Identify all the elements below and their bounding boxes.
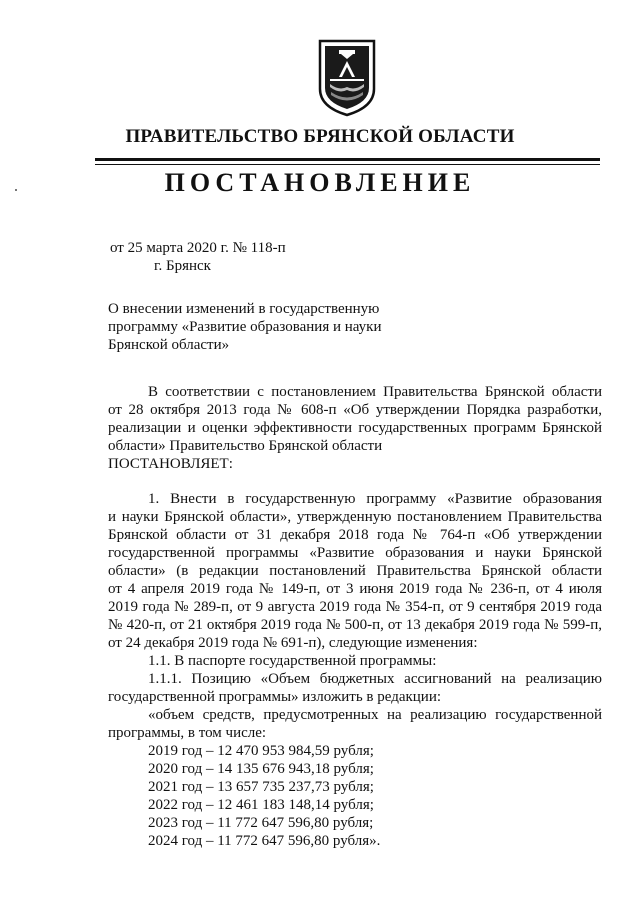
item-1-line: области» (в редакции постановлений Правительства Брянской области — [108, 563, 602, 579]
city: г. Брянск — [154, 258, 211, 274]
funding-year-line: 2021 год – 13 657 735 237,73 рубля; — [148, 779, 374, 795]
quote-line: программы, в том числе: — [108, 725, 267, 741]
item-1-line: от 4 апреля 2019 года № 149-п, от 3 июня 2019 года № 236-п, от 4 июля — [108, 581, 602, 597]
funding-year-line: 2019 год – 12 470 953 984,59 рубля; — [148, 743, 374, 759]
coat-of-arms-icon — [317, 37, 377, 117]
item-1-line: 2019 года № 289-п, от 9 августа 2019 года № 354-п, от 9 сентября 2019 года — [108, 599, 602, 615]
item-1-line: государственной программы «Развитие образования и науки Брянской — [108, 545, 602, 561]
subject-line: программу «Развитие образования и науки — [108, 319, 382, 335]
date-number: от 25 марта 2020 г. № 118-п — [110, 240, 286, 256]
funding-year-line: 2022 год – 12 461 183 148,14 рубля; — [148, 797, 374, 813]
preamble-line: области» Правительство Брянской области — [108, 438, 383, 454]
item-1-line: и науки Брянской области», утвержденную постановлением Правительства — [108, 509, 602, 525]
preamble-line: от 28 октября 2013 года № 608-п «Об утверждении Порядка разработки, — [108, 402, 602, 418]
scan-mark — [15, 189, 17, 191]
funding-year-line: 2020 год – 14 135 676 943,18 рубля; — [148, 761, 374, 777]
subject-line: Брянской области» — [108, 337, 230, 353]
item-1-1: 1.1. В паспорте государственной программы: — [148, 653, 437, 669]
item-1-1-1-line: государственной программы» изложить в редакции: — [108, 689, 442, 705]
item-1-line: № 420-п, от 21 октября 2019 года № 500-п, от 13 декабря 2019 года № 599-п, — [108, 617, 602, 633]
organization-title: ПРАВИТЕЛЬСТВО БРЯНСКОЙ ОБЛАСТИ — [125, 126, 515, 147]
header-divider-thin — [95, 164, 600, 165]
item-1-1-1-line: 1.1.1. Позицию «Объем бюджетных ассигнований на реализацию — [148, 671, 602, 687]
header-divider-thick — [95, 158, 600, 161]
quote-line: «объем средств, предусмотренных на реализацию государственной — [148, 707, 602, 723]
preamble-line: реализации и оценки эффективности государственных программ Брянской — [108, 420, 602, 436]
item-1-line: Брянской области от 31 декабря 2018 года № 764-п «Об утверждении — [108, 527, 602, 543]
item-1-line: 1. Внести в государственную программу «Развитие образования — [148, 491, 602, 507]
funding-year-line: 2023 год – 11 772 647 596,80 рубля; — [148, 815, 374, 831]
subject-line: О внесении изменений в государственную — [108, 301, 380, 317]
document-type-heading: ПОСТАНОВЛЕНИЕ — [164, 168, 476, 197]
funding-year-line: 2024 год – 11 772 647 596,80 рубля». — [148, 833, 381, 849]
item-1-line: от 24 декабря 2019 года № 691-п), следующие изменения: — [108, 635, 478, 651]
decree-word: ПОСТАНОВЛЯЕТ: — [108, 456, 233, 472]
preamble-line: В соответствии с постановлением Правительства Брянской области — [148, 384, 602, 400]
